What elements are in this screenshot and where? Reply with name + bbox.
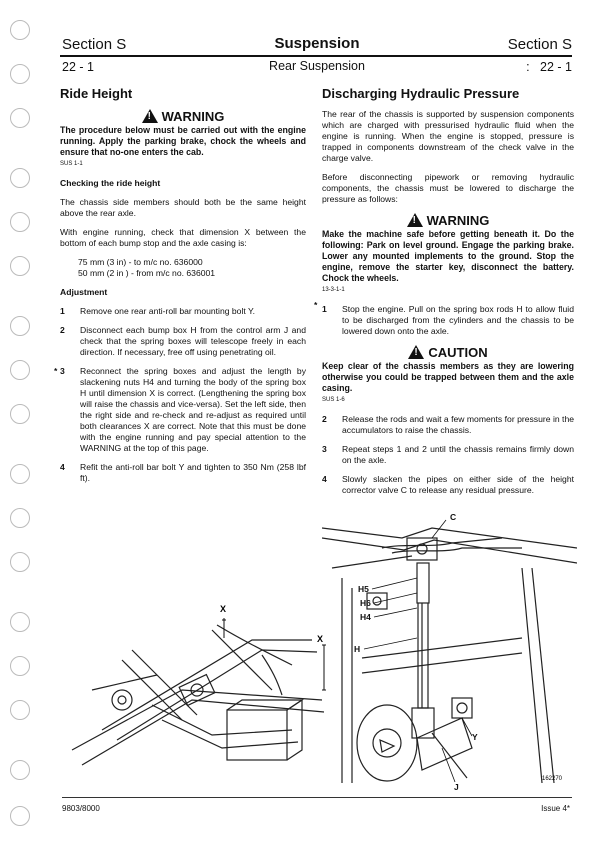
spec-item: 75 mm (3 in) - to m/c no. 636000 — [78, 257, 203, 267]
right-column — [314, 86, 574, 504]
list-item — [60, 325, 306, 358]
step-number: 3 — [322, 444, 327, 454]
list-item — [322, 444, 574, 466]
binder-hole — [10, 404, 30, 424]
paragraph: The rear of the chassis is supported by suspension components which are charged with pressurised hydraulic fluid when the engine is running. When the engine is stopped, pressure is trapped in components downstream of the check valve in the charge valve. — [322, 109, 574, 163]
warning-icon — [142, 109, 158, 123]
list-item — [322, 474, 574, 496]
binder-hole — [10, 108, 30, 128]
warning-icon — [407, 213, 423, 227]
binder-hole — [10, 700, 30, 720]
binder-hole — [10, 212, 30, 232]
step-number: 4 — [322, 474, 327, 484]
caution-text: Keep clear of the chassis members as they are lowering otherwise you could be trapped between them and the axle casing. — [322, 361, 574, 393]
section-label-right: Section S — [507, 36, 572, 53]
margin-mark: : — [526, 60, 530, 74]
step-text: Slowly slacken the pipes on either side of the height corrector valve C to release any residual pressure. — [342, 474, 574, 495]
step-text: Release the rods and wait a few moments for pressure in the accumulators to raise the chassis. — [342, 414, 574, 435]
caution-ref: SUS 1-6 — [322, 397, 345, 403]
binder-hole — [10, 168, 30, 188]
list-item — [314, 300, 574, 337]
paragraph: The chassis side members should both be the same height above the rear axle. — [60, 197, 306, 218]
step-text: Reconnect the spring boxes and adjust the length by slackening nuts H4 and turning the body of the spring box H until dimension X is correct. (Lengthening the spring box will raise the chassis and vice-versa). Set the left side, then the right side and re-check and re-adjust as required until both clearances X are correct. Note that this must be done with the engine running and pay special attention to the WARNING at the top of this page. — [80, 366, 306, 453]
step-text: Disconnect each bump box H from the control arm J and check that the spring boxes will telescope freely in each direction. If necessary, free off using penetrating oil. — [80, 325, 306, 357]
paragraph: With engine running, check that dimension X between the bottom of each bump stop and the axle casing is: — [60, 227, 306, 248]
footer-rule — [62, 797, 572, 798]
list-item — [60, 306, 306, 317]
label-j: J — [454, 782, 459, 792]
step-number: 2 — [322, 414, 327, 424]
binder-hole — [10, 508, 30, 528]
warning-heading — [322, 213, 574, 227]
step-text: Refit the anti-roll bar bolt Y and tighten to 350 Nm (258 lbf ft). — [80, 462, 306, 483]
step-number: 1 — [60, 306, 65, 316]
step-text: Remove one rear anti-roll bar mounting bolt Y. — [80, 306, 255, 316]
caution-heading — [322, 345, 574, 359]
binder-hole — [10, 656, 30, 676]
binder-hole — [10, 316, 30, 336]
label-c: C — [450, 512, 457, 522]
binder-hole — [10, 20, 30, 40]
step-text: Stop the engine. Pull on the spring box rods H to allow fluid to be discharged from the cylinders and the chassis to be lowered down onto the axle. — [342, 304, 574, 336]
paragraph: Before disconnecting pipework or removing hydraulic components, the chassis must be lowered to discharge the pressure as follows: — [322, 172, 574, 204]
warning-text: The procedure below must be carried out with the engine running. Apply the parking brake, chock the wheels and ensure that no-one enters the cab. — [60, 125, 306, 157]
spec-list — [60, 257, 306, 279]
page-title: Suspension — [274, 35, 360, 52]
page-number-right-value: 22 - 1 — [540, 60, 572, 74]
figure-number: 162270 — [542, 776, 563, 782]
binder-hole — [10, 464, 30, 484]
spec-item: 50 mm (2 in ) - from m/c no. 636001 — [78, 268, 216, 278]
binder-hole — [10, 360, 30, 380]
binder-hole — [10, 552, 30, 572]
warning-label: WARNING — [426, 213, 490, 228]
spring-box-illustration — [322, 508, 577, 793]
section-label-left: Section S — [62, 36, 127, 53]
step-number: 3 — [60, 366, 65, 376]
dimension-label-x: X — [317, 634, 324, 644]
list-item — [60, 462, 306, 484]
binder-hole — [10, 806, 30, 826]
rear-axle-illustration — [62, 580, 332, 780]
binder-hole — [10, 256, 30, 276]
dimension-label-x: X — [220, 604, 227, 614]
footer-doc-number: 9803/8000 — [62, 804, 100, 813]
step-number: 4 — [60, 462, 65, 472]
ride-height-heading: Ride Height — [60, 86, 133, 101]
list-item — [322, 414, 574, 436]
step-number: 1 — [322, 304, 327, 314]
left-column — [54, 86, 306, 492]
page-subheader — [62, 58, 572, 76]
page-header — [62, 34, 572, 56]
caution-icon — [408, 345, 424, 359]
warning-ref: 13-3-1-1 — [322, 287, 345, 293]
binder-hole — [10, 612, 30, 632]
change-mark: * — [314, 300, 318, 310]
page-subtitle: Rear Suspension — [269, 59, 365, 73]
label-h: H — [354, 644, 361, 654]
caution-label: CAUTION — [428, 345, 488, 360]
label-h6: H6 — [360, 598, 371, 608]
binder-hole — [10, 64, 30, 84]
label-y: Y — [472, 732, 478, 742]
binder-hole — [10, 760, 30, 780]
check-heading: Checking the ride height — [60, 178, 161, 188]
label-h5: H5 — [358, 584, 369, 594]
warning-heading — [60, 109, 306, 123]
footer-issue: Issue 4* — [541, 804, 570, 813]
warning-text: Make the machine safe before getting beneath it. Do the following: Park on level ground. Engage the parking brake. Lower any mounted implements to the ground. Stop the engine, remove the starter key, disconnect the battery. Chock the wheels. — [322, 229, 574, 283]
page-number-right — [526, 60, 572, 74]
step-number: 2 — [60, 325, 65, 335]
change-mark: * — [54, 366, 58, 376]
adjustment-heading: Adjustment — [60, 287, 108, 297]
discharging-heading: Discharging Hydraulic Pressure — [322, 86, 520, 101]
list-item — [54, 366, 306, 454]
binder-holes — [6, 20, 40, 840]
label-h4: H4 — [360, 612, 371, 622]
header-rule — [60, 55, 572, 57]
warning-ref: SUS 1-1 — [60, 161, 83, 167]
page-number-left: 22 - 1 — [62, 60, 94, 74]
warning-label: WARNING — [161, 109, 225, 124]
step-text: Repeat steps 1 and 2 until the chassis remains firmly down on the axle. — [342, 444, 574, 465]
